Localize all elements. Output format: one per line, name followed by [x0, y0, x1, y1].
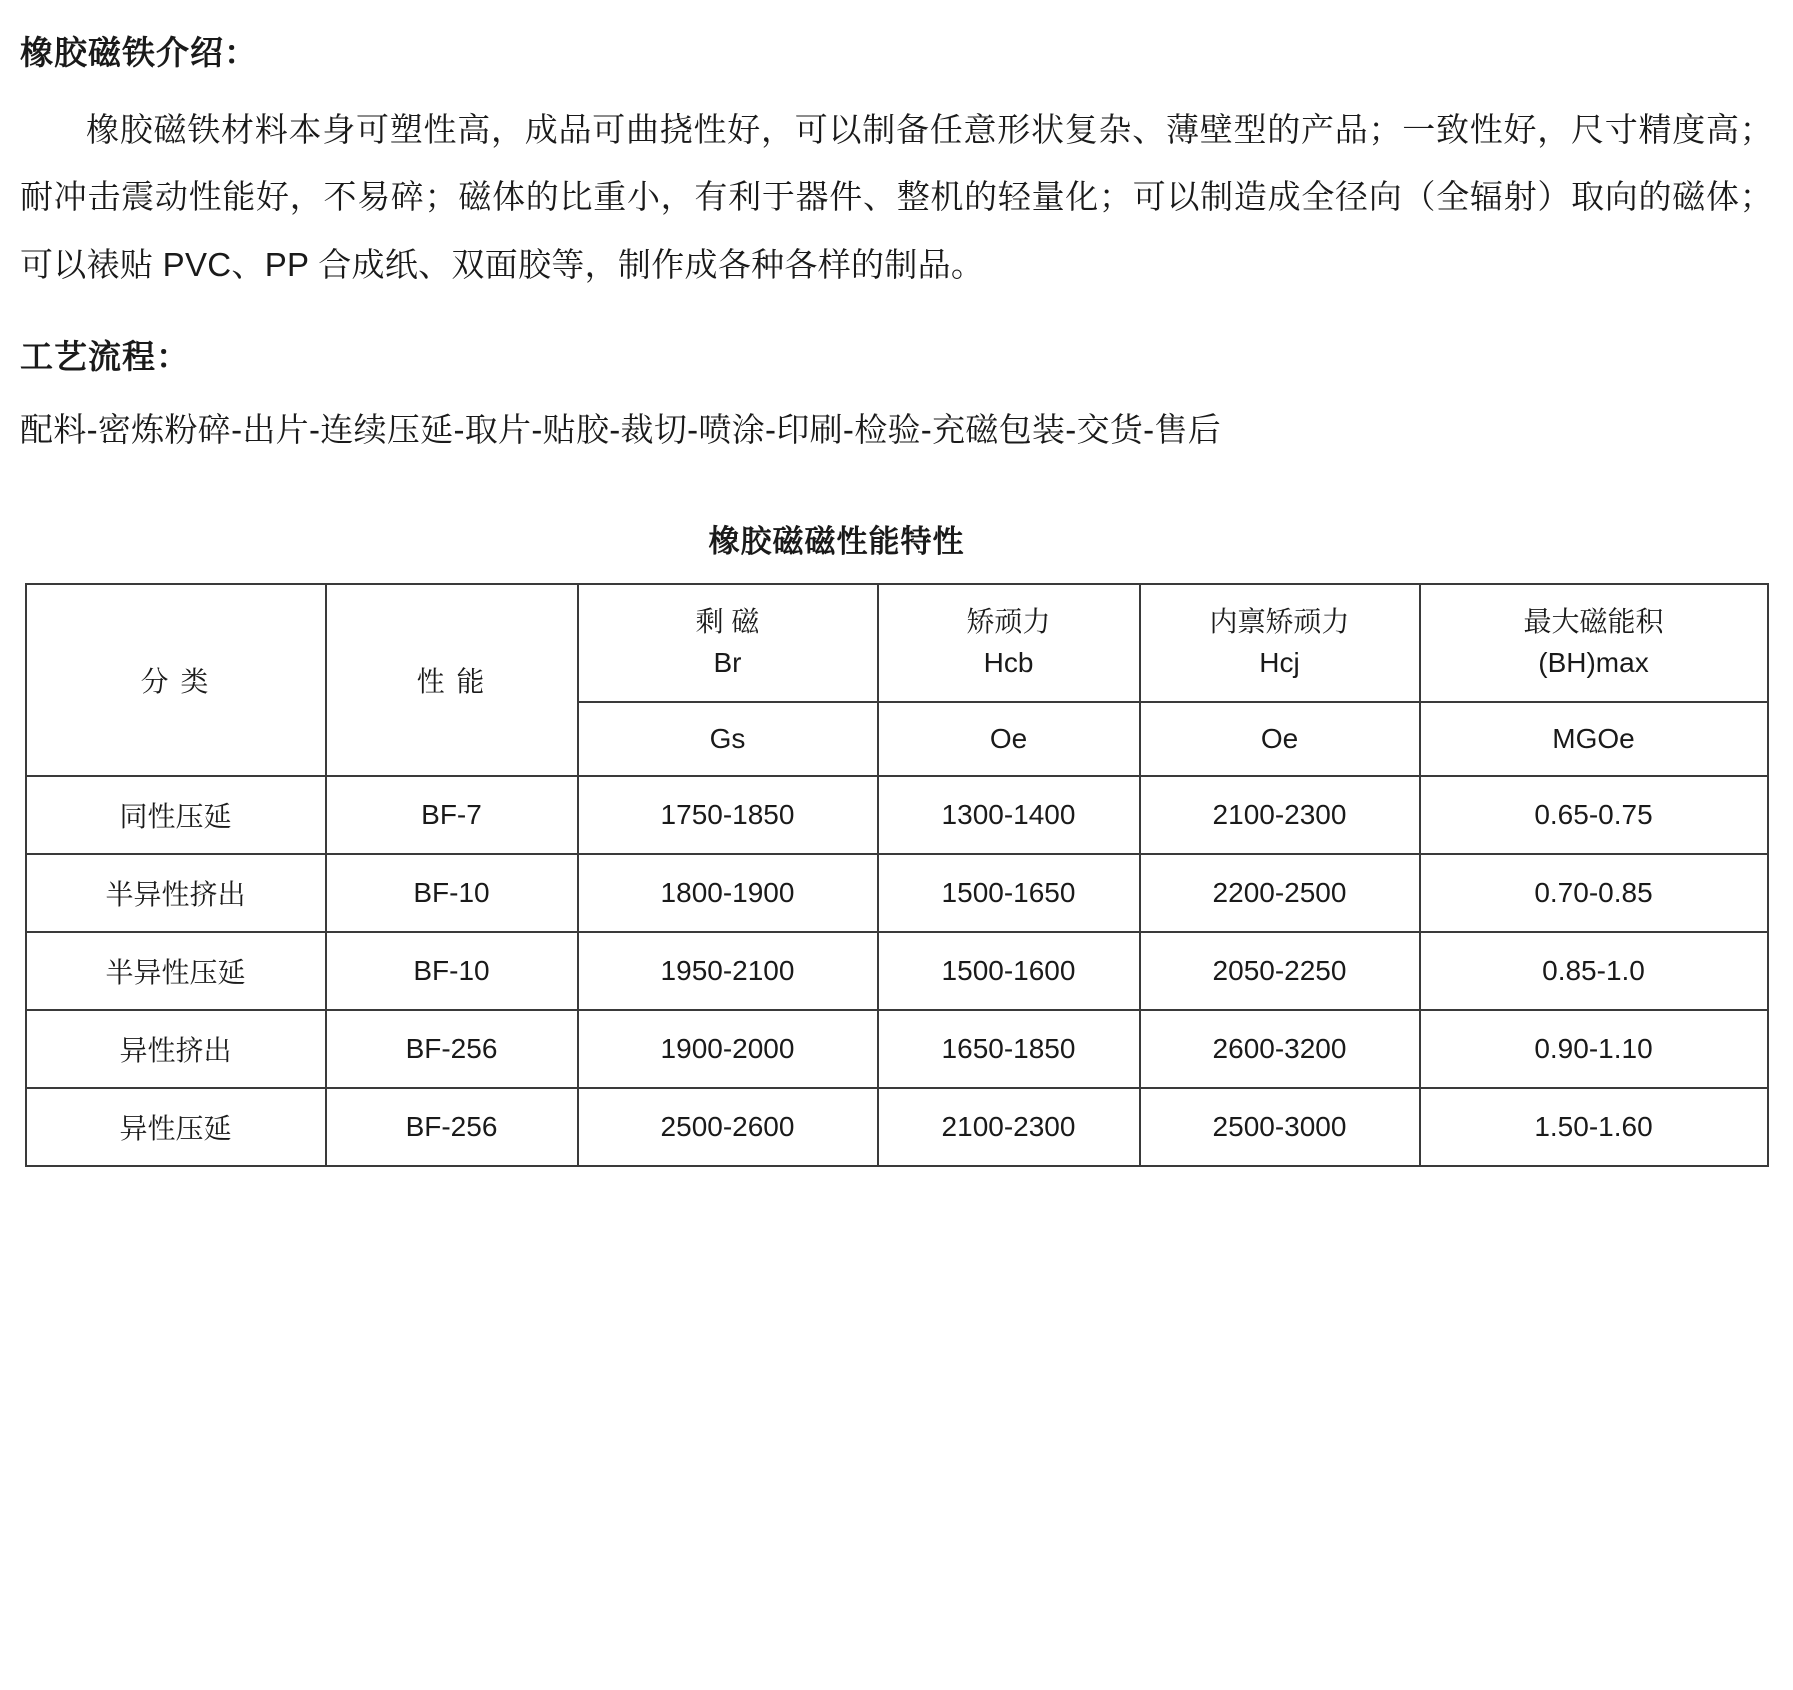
intro-paragraph: 橡胶磁铁材料本身可塑性高，成品可曲挠性好，可以制备任意形状复杂、薄壁型的产品；一致性好，尺寸精度高；耐冲击震动性能好，不易碎；磁体的比重小，有利于器件、整机的轻量化；可以制造成全径向（全辐射）取向的磁体；可以裱贴 PVC、PP 合成纸、双面胶等，制作成各种各样的制品。 — [20, 110, 1773, 283]
header-hcj — [1140, 584, 1420, 702]
header-bhmax — [1420, 584, 1768, 702]
intro-heading: 橡胶磁铁介绍： — [20, 34, 258, 71]
cell-hcj: 2050-2250 — [1140, 932, 1420, 1010]
cell-bhmax: 0.85-1.0 — [1420, 932, 1768, 1010]
cell-bhmax: 1.50-1.60 — [1420, 1088, 1768, 1166]
cell-br: 2500-2600 — [578, 1088, 878, 1166]
cell-br: 1900-2000 — [578, 1010, 878, 1088]
table-row — [26, 1088, 1768, 1166]
header-hcb-symbol: Hcb — [983, 646, 1034, 678]
cell-category: 异性压延 — [26, 1088, 326, 1166]
performance-table-section — [20, 516, 1773, 1167]
table-header-row-main — [26, 584, 1768, 702]
cell-performance: BF-256 — [326, 1088, 578, 1166]
cell-hcj: 2200-2500 — [1140, 854, 1420, 932]
table-row — [26, 1010, 1768, 1088]
header-hcj-unit: Oe — [1140, 702, 1420, 776]
table-row — [26, 932, 1768, 1010]
header-hcj-symbol: Hcj — [1259, 646, 1300, 678]
table-header — [26, 584, 1768, 776]
cell-hcb: 1500-1600 — [878, 932, 1140, 1010]
cell-hcj: 2500-3000 — [1140, 1088, 1420, 1166]
cell-bhmax: 0.70-0.85 — [1420, 854, 1768, 932]
cell-br: 1950-2100 — [578, 932, 878, 1010]
header-br-name: 剩 磁 — [695, 605, 760, 637]
header-category: 分 类 — [26, 584, 326, 776]
header-hcb-unit: Oe — [878, 702, 1140, 776]
header-bhmax-name: 最大磁能积 — [1523, 605, 1664, 637]
cell-category: 半异性压延 — [26, 932, 326, 1010]
cell-br: 1800-1900 — [578, 854, 878, 932]
header-br-symbol: Br — [713, 646, 742, 678]
process-heading: 工艺流程： — [20, 338, 190, 376]
cell-hcb: 1500-1650 — [878, 854, 1140, 932]
header-hcb — [878, 584, 1140, 702]
process-paragraph: 配料-密炼粉碎-出片-连续压延-取片-贴胶-裁切-喷涂-印刷-检验-充磁包装-交货-售后 — [20, 410, 1222, 448]
cell-category: 半异性挤出 — [26, 854, 326, 932]
table-row — [26, 776, 1768, 854]
cell-bhmax: 0.65-0.75 — [1420, 776, 1768, 854]
cell-hcj: 2600-3200 — [1140, 1010, 1420, 1088]
table-body — [26, 776, 1768, 1166]
header-br — [578, 584, 878, 702]
header-bhmax-symbol: (BH)max — [1538, 646, 1649, 678]
cell-category: 异性挤出 — [26, 1010, 326, 1088]
header-hcb-name: 矫顽力 — [966, 605, 1051, 637]
header-hcj-name: 内禀矫顽力 — [1209, 605, 1350, 637]
cell-performance: BF-10 — [326, 854, 578, 932]
cell-performance: BF-256 — [326, 1010, 578, 1088]
table-row — [26, 854, 1768, 932]
cell-hcj: 2100-2300 — [1140, 776, 1420, 854]
cell-performance: BF-7 — [326, 776, 578, 854]
header-performance: 性 能 — [326, 584, 578, 776]
cell-performance: BF-10 — [326, 932, 578, 1010]
cell-hcb: 1650-1850 — [878, 1010, 1140, 1088]
cell-bhmax: 0.90-1.10 — [1420, 1010, 1768, 1088]
cell-hcb: 1300-1400 — [878, 776, 1140, 854]
magnetic-performance-table — [25, 583, 1769, 1167]
cell-category: 同性压延 — [26, 776, 326, 854]
cell-br: 1750-1850 — [578, 776, 878, 854]
table-title: 橡胶磁磁性能特性 — [708, 523, 965, 559]
header-br-unit: Gs — [578, 702, 878, 776]
header-bhmax-unit: MGOe — [1420, 702, 1768, 776]
cell-hcb: 2100-2300 — [878, 1088, 1140, 1166]
